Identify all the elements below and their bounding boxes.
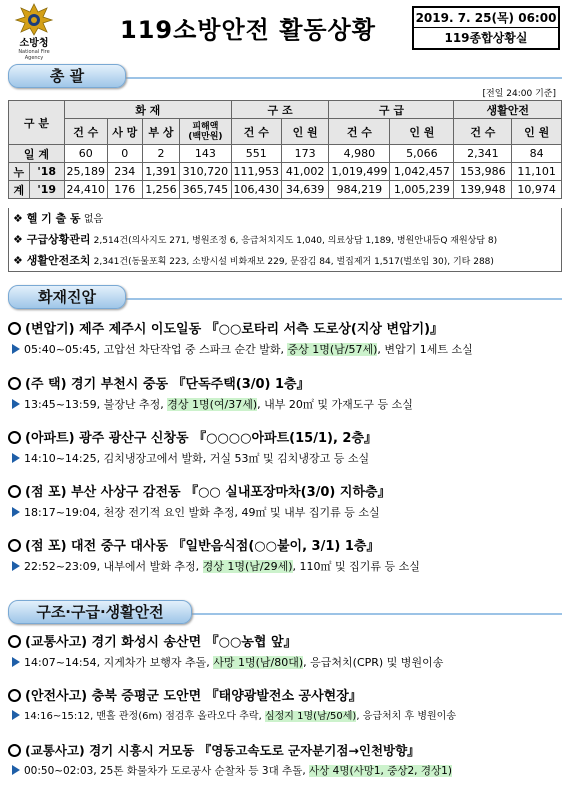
col-header: 건 수 (329, 119, 390, 145)
cell: 365,745 (180, 181, 232, 199)
section-summary-title: 총 괄 (49, 67, 85, 85)
section-rescue-bar (8, 600, 192, 624)
report-date: 2019. 7. 25(목) 06:00 (414, 8, 558, 28)
cell: 1,019,499 (329, 163, 390, 181)
detail-text: 14:10~14:25, 김치냉장고에서 발화, 거실 53㎡ 및 김치냉장고 등 소실 (24, 452, 370, 465)
cell: 1,042,457 (390, 163, 454, 181)
detail-text: 22:52~23:09, 내부에서 발화 추정, (24, 560, 203, 573)
circle-bullet-icon (8, 322, 21, 335)
cell: 11,101 (512, 163, 562, 181)
note-row (9, 250, 561, 271)
cell: 10,974 (512, 181, 562, 199)
item-head (8, 320, 564, 340)
item-head (8, 687, 564, 707)
cell: 1,391 (142, 163, 179, 181)
item-detail (8, 653, 564, 673)
casualty-highlight: 중상 1명(남/57세) (287, 343, 378, 356)
cell: 106,430 (231, 181, 281, 199)
item-detail (8, 557, 564, 577)
note-label: ❖ 구급상황관리 (13, 233, 91, 246)
col-header: 건 수 (231, 119, 281, 145)
item-head (8, 429, 564, 449)
cell: 310,720 (180, 163, 232, 181)
cell: 0 (107, 145, 142, 163)
circle-bullet-icon (8, 377, 21, 390)
col-header: 건 수 (454, 119, 512, 145)
cell: 24,410 (64, 181, 107, 199)
item-title: (아파트) 광주 광산구 신창동 『○○○○아파트(15/1), 2층』 (25, 431, 378, 446)
col-header: 인 원 (512, 119, 562, 145)
note-row (9, 229, 561, 250)
item-head (8, 537, 564, 557)
agency-name-en: National Fire Agency (18, 49, 50, 61)
detail-text: 13:45~13:59, 불장난 추정, (24, 398, 168, 411)
col-header: 인 원 (281, 119, 329, 145)
item-detail (8, 503, 564, 523)
header-group-rescue: 구 조 (231, 101, 329, 119)
cell: 25,189 (64, 163, 107, 181)
table-row (9, 145, 562, 163)
item-title: (주 택) 경기 부천시 중동 『단독주택(3/0) 1층』 (25, 377, 310, 392)
cell: 2,341 (454, 145, 512, 163)
list-item (8, 633, 564, 673)
detail-text: , 110㎡ 및 집기류 등 소실 (292, 560, 420, 573)
note-label: ❖ 헬 기 출 동 (13, 212, 81, 225)
table-row (9, 181, 562, 199)
header-group-safety: 생활안전 (454, 101, 562, 119)
col-header: 건 수 (64, 119, 107, 145)
cell: 139,948 (454, 181, 512, 199)
cell: 143 (180, 145, 232, 163)
cell: 41,002 (281, 163, 329, 181)
section-rescue-title: 구조·구급·생활안전 (36, 603, 164, 621)
row-sublabel: '19 (29, 181, 64, 199)
triangle-bullet-icon (12, 453, 20, 463)
casualty-highlight: 사망 1명(남/80대) (213, 656, 304, 669)
triangle-bullet-icon (12, 561, 20, 571)
cell: 84 (512, 145, 562, 163)
circle-bullet-icon (8, 744, 21, 757)
list-item (8, 537, 564, 577)
note-row (9, 208, 561, 229)
col-header: 부 상 (142, 119, 179, 145)
cell: 2 (142, 145, 179, 163)
list-item (8, 375, 564, 415)
report-header (0, 0, 570, 60)
cell: 34,639 (281, 181, 329, 199)
agency-logo (10, 2, 58, 61)
col-header: 사 망 (107, 119, 142, 145)
cell: 60 (64, 145, 107, 163)
detail-text: , 내부 20㎡ 및 가재도구 등 소실 (257, 398, 413, 411)
cell: 984,219 (329, 181, 390, 199)
item-detail (8, 761, 564, 781)
detail-text: 00:50~02:03, 25톤 화물차가 도로공사 순찰차 등 3대 추돌, (24, 765, 310, 777)
detail-text: 18:17~19:04, 천장 전기적 요인 발화 추정, 49㎡ 및 내부 집기류 등 소실 (24, 506, 380, 519)
cell: 4,980 (329, 145, 390, 163)
header-group-ems: 구 급 (329, 101, 454, 119)
circle-bullet-icon (8, 431, 21, 444)
list-item (8, 687, 564, 727)
detail-text: , 응급처치(CPR) 및 병원이송 (303, 656, 444, 669)
date-box (412, 6, 560, 50)
triangle-bullet-icon (12, 507, 20, 517)
table-row (9, 163, 562, 181)
report-office: 119종합상황실 (444, 31, 528, 45)
item-head (8, 483, 564, 503)
page-title: 119소방안전 활동상황 (120, 16, 376, 44)
circle-bullet-icon (8, 635, 21, 648)
item-detail (8, 395, 564, 415)
cell: 111,953 (231, 163, 281, 181)
circle-bullet-icon (8, 539, 21, 552)
item-title: (안전사고) 충북 증평군 도안면 『태양광발전소 공사현장』 (25, 689, 362, 704)
item-head (8, 741, 564, 761)
col-header: 피해액 (백만원) (180, 119, 232, 145)
list-item (8, 320, 564, 360)
casualty-highlight: 사상 4명(사망1, 중상2, 경상1) (309, 765, 452, 777)
emblem-icon (14, 2, 54, 36)
casualty-highlight: 경상 1명(남/29세) (202, 560, 293, 573)
cell: 176 (107, 181, 142, 199)
note-text: 없음 (83, 214, 104, 225)
triangle-bullet-icon (12, 657, 20, 667)
triangle-bullet-icon (12, 765, 20, 775)
section-fire-title: 화재진압 (38, 288, 96, 306)
item-title: (점 포) 대전 중구 대사동 『일반음식점(○○불이, 3/1) 1층』 (25, 539, 380, 554)
casualty-highlight: 심정지 1명(남/50세) (264, 711, 357, 722)
cell: 5,066 (390, 145, 454, 163)
cell: 234 (107, 163, 142, 181)
cell: 551 (231, 145, 281, 163)
item-head (8, 375, 564, 395)
circle-bullet-icon (8, 485, 21, 498)
item-title: (교통사고) 경기 화성시 송산면 『○○농협 앞』 (25, 635, 297, 650)
triangle-bullet-icon (12, 344, 20, 354)
list-item (8, 483, 564, 523)
item-title: (교통사고) 경기 시흥시 거모동 『영동고속도로 군자분기점→인천방향』 (25, 743, 420, 758)
section-fire-bar (8, 285, 126, 309)
cell: 1,256 (142, 181, 179, 199)
item-head (8, 633, 564, 653)
item-detail (8, 707, 564, 727)
summary-table (8, 100, 562, 199)
summary-reference-time: [전일 24:00 기준] (482, 89, 556, 99)
item-detail (8, 340, 564, 360)
detail-text: 14:07~14:54, 지게차가 보행자 추돌, (24, 656, 214, 669)
cell: 1,005,239 (390, 181, 454, 199)
agency-name: 소방청 (19, 38, 49, 49)
list-item (8, 741, 564, 781)
header-group-fire: 화 재 (64, 101, 231, 119)
triangle-bullet-icon (12, 399, 20, 409)
item-title: (점 포) 부산 사상구 감전동 『○○ 실내포장마차(3/0) 지하층』 (25, 485, 391, 500)
header-category: 구 분 (9, 101, 65, 145)
triangle-bullet-icon (12, 710, 20, 720)
detail-text: 05:40~05:45, 고압선 차단작업 중 스파크 순간 발화, (24, 343, 288, 356)
row-label: 일 계 (9, 145, 65, 163)
note-text: 2,514건(의사지도 271, 병원조정 6, 응급처치지도 1,040, 의료상담 1,189, 병원안내등Q 재원상담 8) (93, 236, 498, 246)
row-label: 누 (9, 163, 30, 181)
cell: 153,986 (454, 163, 512, 181)
summary-notes (8, 208, 562, 272)
row-label: 계 (9, 181, 30, 199)
item-title: (변압기) 제주 제주시 이도일동 『○○로타리 서측 도로상(지상 변압기)』 (25, 322, 444, 337)
note-text: 2,341건(동물포획 223, 소방시설 비화재보 229, 문잠김 84, 벌집제거 1,517(벌쏘임 30), 기타 288) (93, 257, 494, 267)
row-sublabel: '18 (29, 163, 64, 181)
detail-text: , 변압기 1세트 소실 (377, 343, 473, 356)
detail-text: 14:16~15:12, 맨홀 관정(6m) 점검후 올라오다 추락, (24, 711, 265, 722)
circle-bullet-icon (8, 689, 21, 702)
col-header: 인 원 (390, 119, 454, 145)
section-summary-bar (8, 64, 126, 88)
cell: 173 (281, 145, 329, 163)
detail-text: , 응급처치 후 병원이송 (356, 711, 456, 722)
item-detail (8, 449, 564, 469)
list-item (8, 429, 564, 469)
casualty-highlight: 경상 1명(여/37세) (167, 398, 258, 411)
note-label: ❖ 생활안전조치 (13, 254, 91, 267)
